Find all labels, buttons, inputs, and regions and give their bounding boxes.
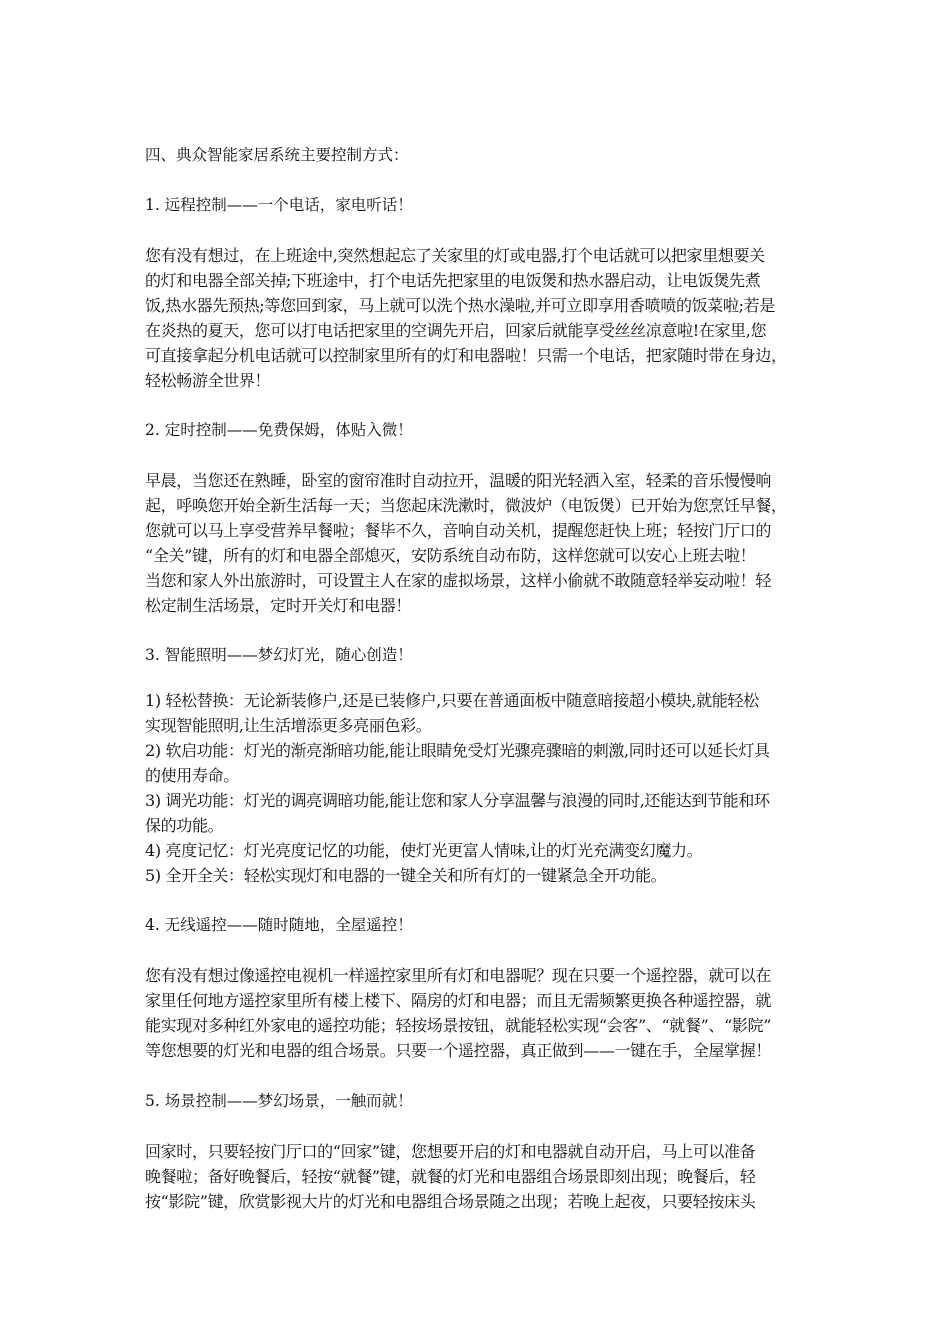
list-item-line: 3) 调光功能：灯光的调亮调暗功能,能让您和家人分享温馨与浪漫的同时,还能达到节能和环 <box>145 791 770 810</box>
paragraph-line: 您有没有想过，在上班途中,突然想起忘了关家里的灯或电器,打个电话就可以把家里想要关 <box>145 246 765 265</box>
section-2-paragraph <box>145 468 810 618</box>
paragraph-line: 轻松畅游全世界！ <box>145 371 271 390</box>
paragraph-line: 的灯和电器全部关掉;下班途中，打个电话先把家里的电饭煲和热水器启动，让电饭煲先煮 <box>145 271 761 290</box>
list-item <box>145 688 810 738</box>
section-4-heading: 4. 无线遥控——随时随地，全屋遥控！ <box>145 916 413 934</box>
section-1-paragraph <box>145 243 810 393</box>
paragraph-line: 按“影院”键，欣赏影视大片的灯光和电器组合场景随之出现；若晚上起夜，只要轻按床头 <box>145 1192 756 1211</box>
list-item-line: 的使用寿命。 <box>145 766 239 785</box>
paragraph-line: 饭,热水器先预热;等您回到家，马上就可以洗个热水澡啦,并可立即享用香喷喷的饭菜啦;若是 <box>145 296 775 315</box>
list-item-line: 实现智能照明,让生活增添更多亮丽色彩。 <box>145 716 432 735</box>
paragraph-line: 家里任何地方遥控家里所有楼上楼下、隔房的灯和电器；而且无需频繁更换各种遥控器，就 <box>145 991 772 1010</box>
list-item <box>145 788 810 838</box>
list-item-line: 保的功能。 <box>145 816 224 835</box>
list-item-line: 5) 全开全关：轻松实现灯和电器的一键全关和所有灯的一键紧急全开功能。 <box>145 866 667 885</box>
section-4-paragraph <box>145 963 810 1063</box>
section-1-heading: 1. 远程控制——一个电话，家电听话！ <box>145 196 413 214</box>
paragraph-line: 起，呼唤您开始全新生活每一天；当您起床洗漱时，微波炉（电饭煲）已开始为您烹饪早餐， <box>145 496 787 515</box>
paragraph-line: “全关”键，所有的灯和电器全部熄灭，安防系统自动布防，这样您就可以安心上班去啦！ <box>145 546 756 565</box>
paragraph-line: 早晨，当您还在熟睡，卧室的窗帘准时自动拉开，温暖的阳光轻洒入室，轻柔的音乐慢慢响 <box>145 471 772 490</box>
section-2-heading: 2. 定时控制——免费保姆，体贴入微！ <box>145 421 413 439</box>
paragraph-line: 能实现对多种红外家电的遥控功能；轻按场景按钮，就能轻松实现“会客”、“就餐”、“影院” <box>145 1016 772 1035</box>
list-item-line: 4) 亮度记忆：灯光亮度记忆的功能，使灯光更富人情味,让的灯光充满变幻魔力。 <box>145 841 703 860</box>
section-title: 四、典众智能家居系统主要控制方式： <box>145 146 409 164</box>
section-3-list <box>145 688 810 888</box>
paragraph-line: 可直接拿起分机电话就可以控制家里所有的灯和电器啦！只需一个电话，把家随时带在身边， <box>145 346 787 365</box>
paragraph-line: 回家时，只要轻按门厅口的“回家”键，您想要开启的灯和电器就自动开启，马上可以准备 <box>145 1142 756 1161</box>
list-item <box>145 738 810 788</box>
section-5-paragraph <box>145 1139 810 1214</box>
paragraph-line: 在炎热的夏天，您可以打电话把家里的空调先开启，回家后就能享受丝丝凉意啦!在家里,您 <box>145 321 767 340</box>
section-3-heading: 3. 智能照明——梦幻灯光，随心创造！ <box>145 646 413 664</box>
list-item <box>145 863 810 888</box>
section-5-heading: 5. 场景控制——梦幻场景，一触而就！ <box>145 1092 413 1110</box>
paragraph-line: 当您和家人外出旅游时，可设置主人在家的虚拟场景，这样小偷就不敢随意轻举妄动啦！轻 <box>145 571 772 590</box>
list-item-line: 1) 轻松替换：无论新装修户,还是已装修户,只要在普通面板中随意暗接超小模块,就能轻松 <box>145 691 759 710</box>
paragraph-line: 等您想要的灯光和电器的组合场景。只要一个遥控器，真正做到——一键在手，全屋掌握！ <box>145 1041 772 1060</box>
paragraph-line: 您就可以马上享受营养早餐啦；餐毕不久，音响自动关机，提醒您赶快上班；轻按门厅口的 <box>145 521 772 540</box>
paragraph-line: 您有没有想过像遥控电视机一样遥控家里所有灯和电器呢？现在只要一个遥控器，就可以在 <box>145 966 772 985</box>
paragraph-line: 晚餐啦；备好晚餐后，轻按“就餐”键，就餐的灯光和电器组合场景即刻出现；晚餐后，轻 <box>145 1167 756 1186</box>
list-item <box>145 838 810 863</box>
list-item-line: 2) 软启功能：灯光的渐亮渐暗功能,能让眼睛免受灯光骤亮骤暗的刺激,同时还可以延长灯具 <box>145 741 770 760</box>
paragraph-line: 松定制生活场景，定时开关灯和电器！ <box>145 596 412 615</box>
